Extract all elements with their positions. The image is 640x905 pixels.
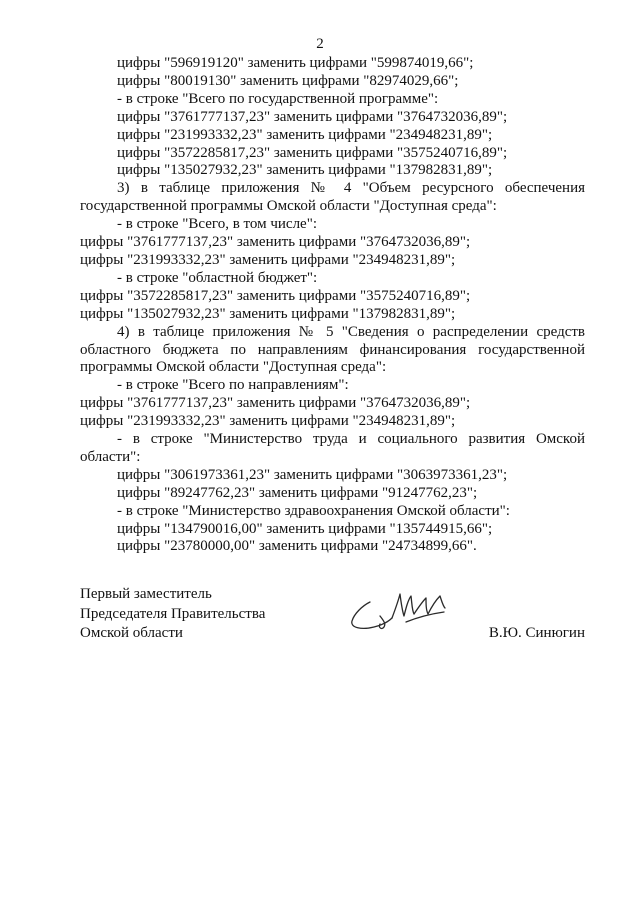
signer-title-line: Омской области [80,625,183,641]
text-line: цифры "596919120" заменить цифрами "599874019,66"; [117,55,474,71]
text-line: цифры "231993332,23" заменить цифрами "234948231,89"; [80,413,456,430]
text-line: цифры "135027932,23" заменить цифрами "137982831,89"; [117,162,493,179]
text-line: - в строке "Министерство труда и социального развития Омской [117,431,585,448]
text-line: цифры "23780000,00" заменить цифрами "24734899,66". [117,538,477,555]
handwritten-signature [340,588,465,636]
text-line: цифры "3761777137,23" заменить цифрами "3764732036,89"; [80,395,471,412]
text-line: цифры "3572285817,23" заменить цифрами "3575240716,89"; [80,287,471,304]
text-line: цифры "80019130" заменить цифрами "82974029,66"; [117,72,459,89]
text-line: цифры "134790016,00" заменить цифрами "135744915,66"; [117,520,493,537]
text-line: цифры "3572285817,23" заменить цифрами "3575240716,89"; [117,144,508,161]
text-line: цифры "135027932,23" заменить цифрами "137982831,89"; [80,305,456,322]
text-line: программы Омской области "Доступная среда": [80,359,387,376]
page-number: 2 [316,36,324,52]
text-line: - в строке "Всего, в том числе": [117,216,318,233]
signature-block [80,585,585,644]
text-line: - в строке "Министерство здравоохранения Омской области": [117,502,510,519]
text-line: цифры "231993332,23" заменить цифрами "234948231,89"; [117,126,493,143]
text-line: государственной программы Омской области "Доступная среда": [80,198,497,215]
text-line: цифры "3061973361,23" заменить цифрами "3063973361,23"; [117,466,508,483]
signer-title-line: Первый заместитель [80,586,212,602]
text-line: - в строке "Всего по направлениям": [117,377,349,394]
signer-name: В.Ю. Синюгин [488,625,585,641]
text-line: 3) в таблице приложения № 4 "Объем ресурсного обеспечения [117,180,585,197]
text-line: - в строке "областной бюджет": [117,269,318,286]
text-line: цифры "3761777137,23" заменить цифрами "3764732036,89"; [117,108,508,125]
text-line: цифры "89247762,23" заменить цифрами "91247762,23"; [117,484,478,501]
signer-title-line: Председателя Правительства [80,605,266,622]
text-line: области": [80,448,141,465]
text-line: областного бюджета по направлениям финансирования государственной [80,341,585,358]
text-line: цифры "231993332,23" заменить цифрами "234948231,89"; [80,251,456,268]
text-line: цифры "3761777137,23" заменить цифрами "3764732036,89"; [80,234,471,251]
document-body [80,55,585,556]
text-line: 4) в таблице приложения № 5 "Сведения о распределении средств [117,323,585,340]
text-line: - в строке "Всего по государственной программе": [117,90,439,107]
